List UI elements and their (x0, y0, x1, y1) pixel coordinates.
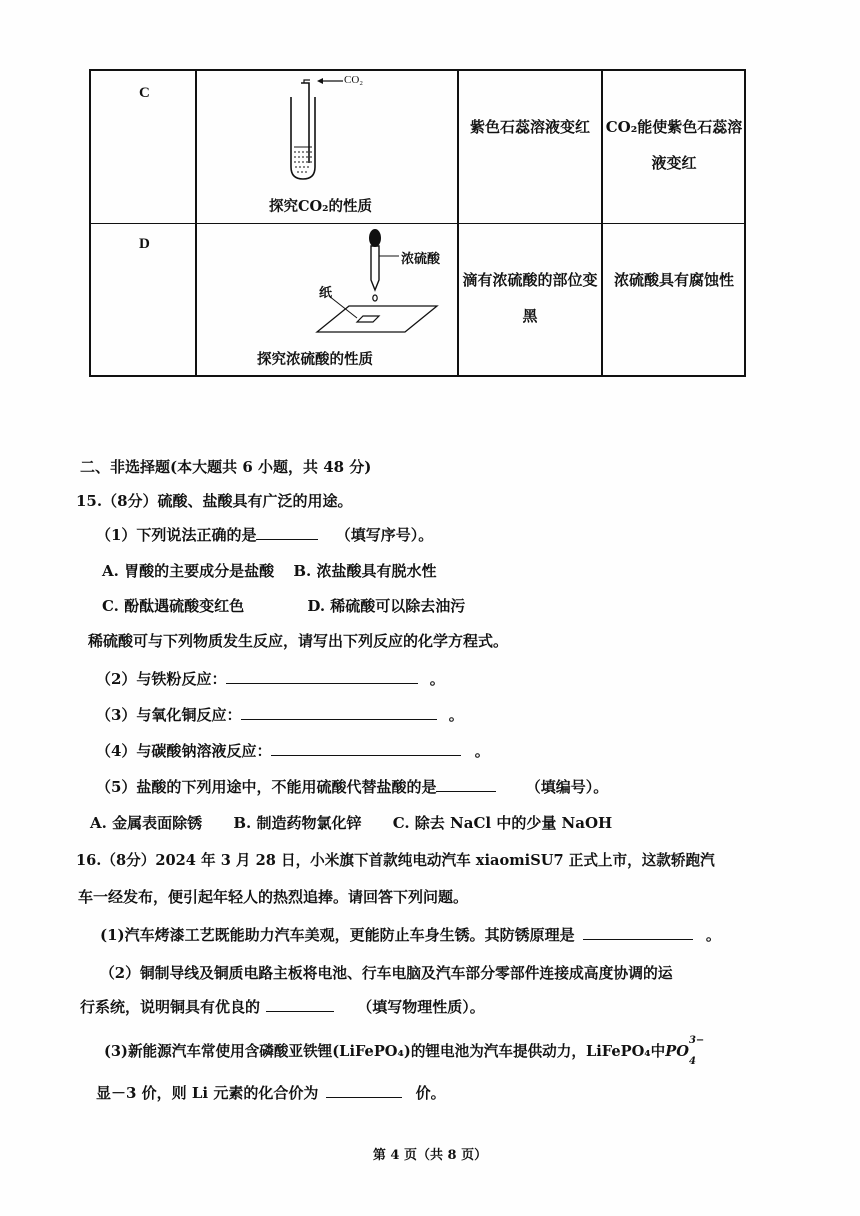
option-d: D. 稀硫酸可以除去油污 (307, 597, 466, 615)
q16-stem-line2: 车一经发布，便引起年轻人的热烈追捧。请回答下列问题。 (78, 888, 469, 906)
paper-label: 纸 (319, 286, 333, 301)
conclusion-cell: 浓硫酸具有腐蚀性 (613, 271, 734, 289)
answer-blank[interactable] (241, 705, 437, 720)
option-b: B. 浓盐酸具有脱水性 (293, 562, 437, 580)
table-row-d (91, 224, 744, 375)
diagram-caption: 探究CO₂的性质 (269, 198, 373, 215)
q15-part5-options (90, 812, 612, 833)
experiment-table (89, 69, 746, 377)
q15-part2: （2）与铁粉反应： 。 (96, 670, 445, 688)
conclusion-cell: CO₂能使紫色石蕊溶液变红 (605, 118, 743, 172)
answer-blank[interactable] (226, 669, 418, 684)
row-label: C (139, 85, 150, 101)
section-title: 二、非选择题(本大题共 6 小题，共 48 分) (80, 458, 372, 476)
option-c: C. 除去 NaCl 中的少量 NaOH (392, 814, 613, 832)
option-a: A. 金属表面除锈 (90, 814, 203, 832)
q15-options-row2 (102, 595, 465, 616)
q15-intro: 稀硫酸可与下列物质发生反应，请写出下列反应的化学方程式。 (88, 632, 509, 650)
q15-part3: （3）与氧化铜反应： 。 (96, 706, 464, 724)
q16-part3-line2: 显－3 价，则 Li 元素的化合价为 价。 (96, 1084, 446, 1102)
test-tube-co2-diagram (281, 75, 391, 185)
q15-part4: （4）与碳酸钠溶液反应： 。 (96, 742, 490, 760)
option-a: A. 胃酸的主要成分是盐酸 (102, 562, 275, 580)
diagram-caption: 探究浓硫酸的性质 (257, 351, 373, 368)
q15-part1: （1）下列说法正确的是 （填写序号）。 (96, 526, 434, 544)
dropper-paper-diagram (287, 224, 467, 342)
gas-label: CO₂ (344, 74, 364, 86)
page-footer: 第 4 页（共 8 页） (372, 1148, 488, 1163)
answer-blank[interactable] (436, 777, 496, 792)
q16-part2-line1: （2）铜制导线及铜质电路主板将电池、行车电脑及汽车部分零部件连接成高度协调的运 (100, 965, 673, 982)
phosphate-ion: PO 3− $_4$ (665, 1035, 705, 1067)
q15-stem: 15.（8分）硫酸、盐酸具有广泛的用途。 (76, 492, 353, 510)
answer-blank[interactable] (266, 997, 334, 1012)
table-row-c (91, 71, 744, 224)
answer-blank[interactable] (256, 525, 318, 540)
q16-part3-line1: (3)新能源汽车常使用含磷酸亚铁锂(LiFePO₄)的锂电池为汽车提供动力，LiFePO₄中PO 3− $_4$ (104, 1035, 705, 1067)
acid-label: 浓硫酸 (401, 252, 441, 267)
q16-stem-line1: 16.（8分）2024 年 3 月 28 日，小米旗下首款纯电动汽车 xiaomiSU7 正式上市，这款轿跑汽 (76, 852, 715, 869)
answer-blank[interactable] (326, 1083, 402, 1098)
q15-part5: （5）盐酸的下列用途中，不能用硫酸代替盐酸的是 （填编号）。 (96, 778, 609, 796)
q16-part2-line2: 行系统，说明铜具有优良的 （填写物理性质）。 (80, 998, 485, 1016)
phenomenon-cell: 滴有浓硫酸的部位变黑 (462, 271, 598, 325)
answer-blank[interactable] (271, 741, 461, 756)
answer-blank[interactable] (583, 925, 693, 940)
phenomenon-cell: 紫色石蕊溶液变红 (469, 118, 590, 136)
option-c: C. 酚酞遇硫酸变红色 (102, 597, 245, 615)
q15-options-row1 (102, 560, 436, 581)
row-label: D (139, 236, 150, 252)
q16-part1: (1)汽车烤漆工艺既能助力汽车美观，更能防止车身生锈。其防锈原理是 。 (100, 926, 721, 944)
option-b: B. 制造药物氯化锌 (233, 814, 362, 832)
